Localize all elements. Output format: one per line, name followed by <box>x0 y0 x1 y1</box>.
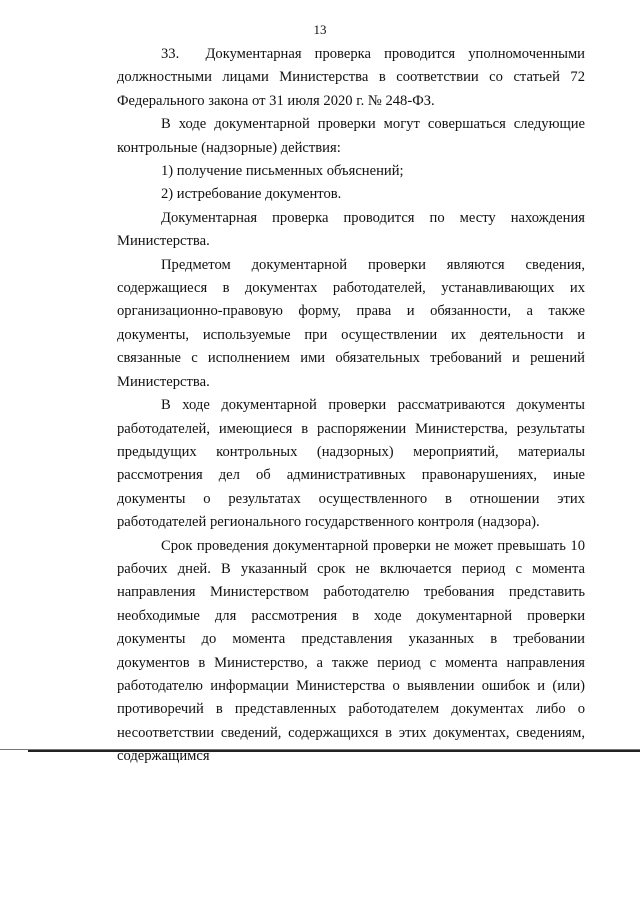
paragraph-reviewed-documents: В ходе документарной проверки рассматриваются документы работодателей, имеющиеся в распоряжении Министерства, результаты предыдущих контрольных (надзорных) мероприятий, материалы рассмотрения дел об административных правонарушениях, иные документы о результатах осуществленного в отношении этих работодателей регионального государственного контроля (надзора). <box>117 397 585 531</box>
scan-edge-line-thick <box>28 750 640 752</box>
paragraph-control-actions: В ходе документарной проверки могут совершаться следующие контрольные (надзорные) действия: <box>117 116 585 156</box>
page-number: 13 <box>313 22 327 37</box>
paragraph-location: Документарная проверка проводится по месту нахождения Министерства. <box>117 209 585 250</box>
paragraph-subject: Предметом документарной проверки являются сведения, содержащиеся в документах работодателей, устанавливающих их организационно-правовую форму, права и обязанности, а также документы, используемые при осуществлении их деятельности и связанные с исполнением ими обязательных требований и решений Министерства. <box>117 256 585 390</box>
list-item-documents: 2) истребование документов. <box>161 186 342 203</box>
document-body <box>117 43 585 769</box>
paragraph-33-intro: 33. Документарная проверка проводится уполномоченными должностными лицами Министерства в соответствии со статьей 72 Федерального закона от 31 июля 2020 г. № 248-ФЗ. <box>117 46 585 109</box>
list-item-explanations: 1) получение письменных объяснений; <box>161 163 404 180</box>
paragraph-duration: Срок проведения документарной проверки не может превышать 10 рабочих дней. В указанный срок не включается период с момента направления Министерством работодателю требования представить необходимые для рассмотрения в ходе документарной проверки документы до момента представления указанных в требовании документов в Министерство, а также период с момента направления работодателю информации Министерства о выявлении ошибок и (или) противоречий в представленных работодателем документах либо о несоответствии сведений, содержащихся в этих документах, сведениям, содержащимся <box>117 537 585 765</box>
